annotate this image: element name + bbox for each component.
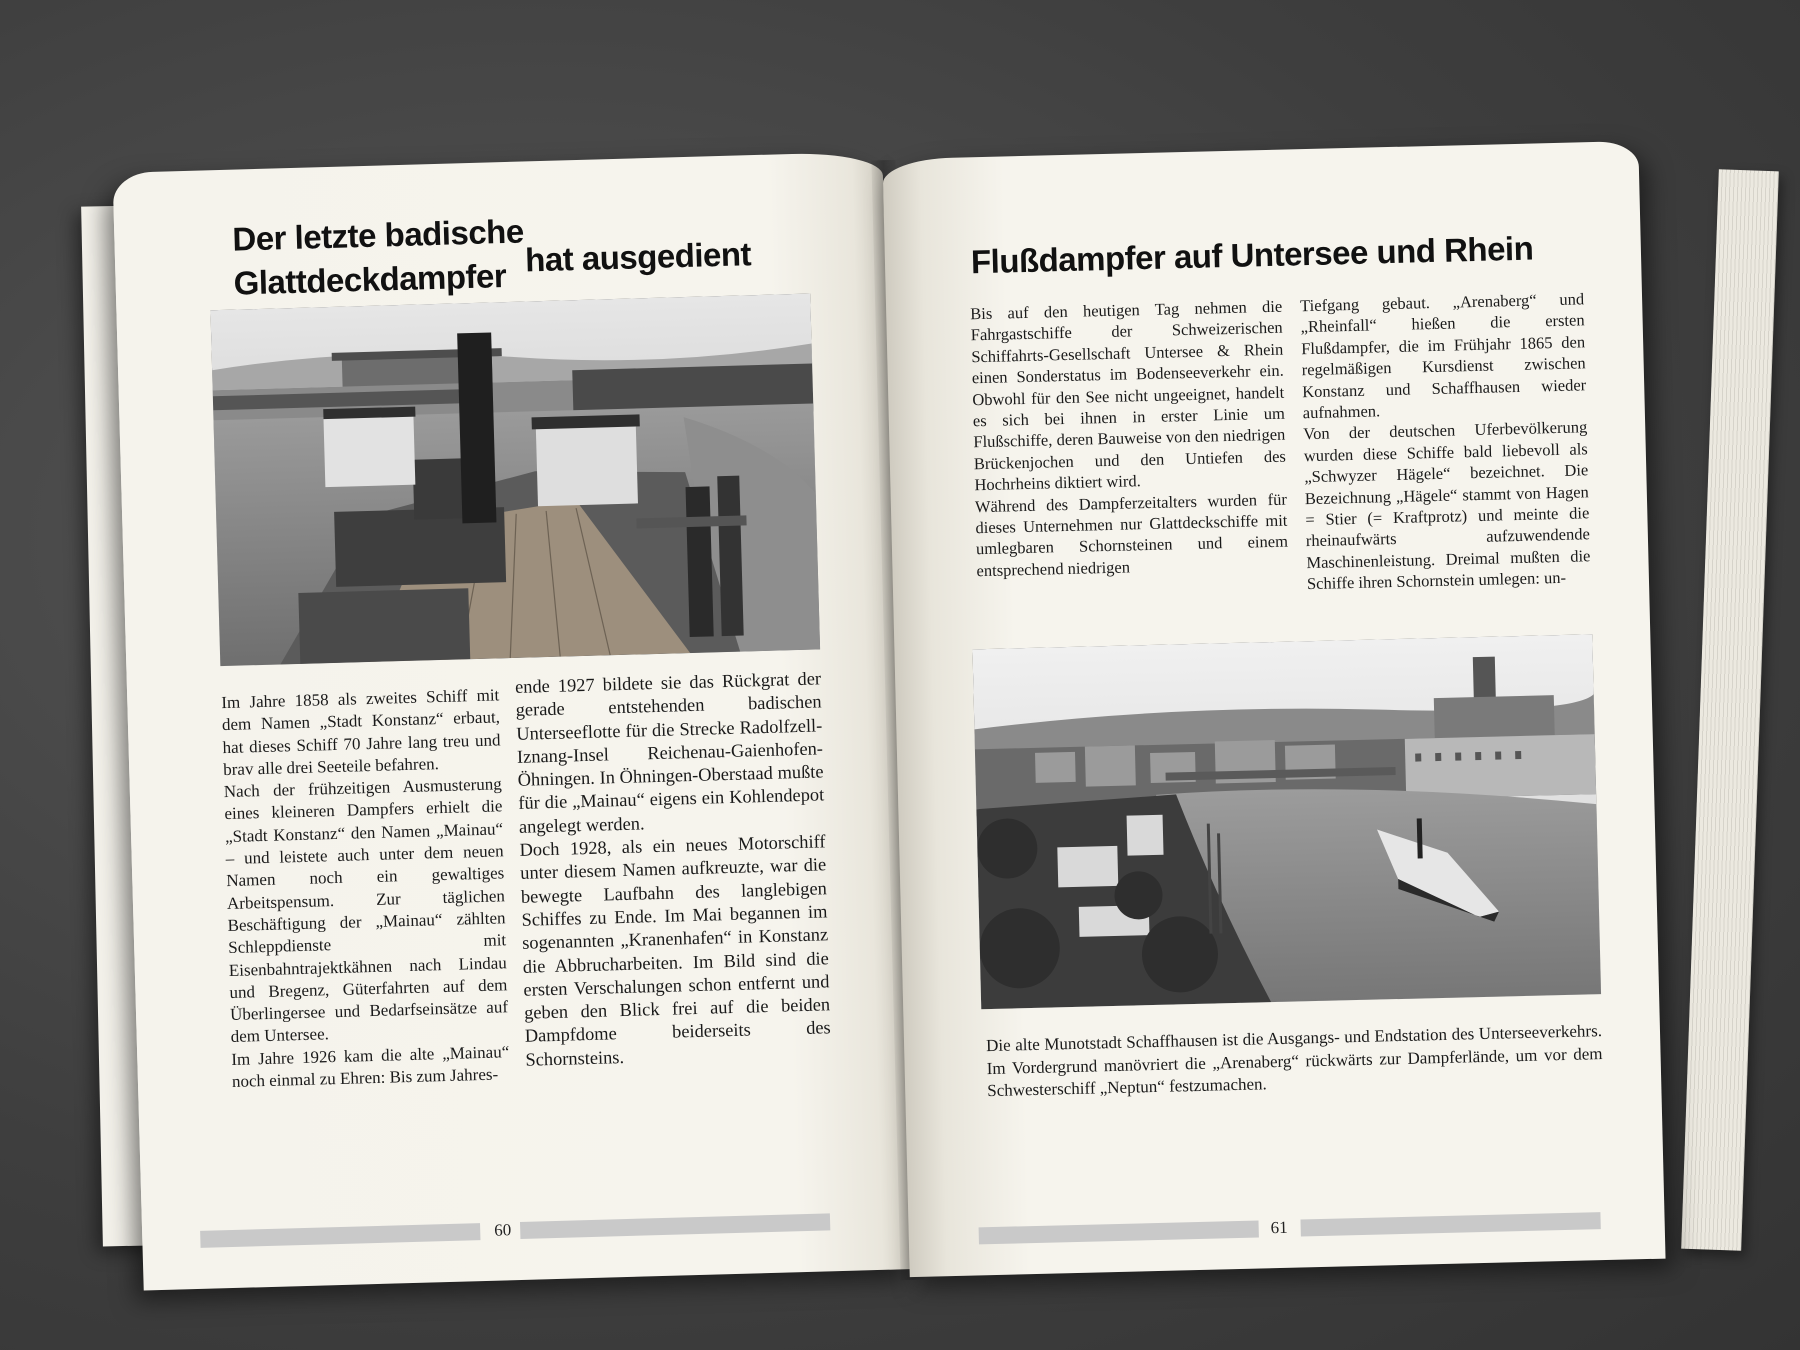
paragraph: Doch 1928, als ein neues Motorschiff unter diesem Namen aufkreuzte, war die bewegte Laufbahn des langlebigen Schiffes zu Ende. Im Mai begannen im sogenannten „Kranenhafen“ in Konstanz die Abbrucharbeiten. Im Bild sind die ersten Verschalungen schon entfernt und geben den Blick frei auf die beiden Dampfdome beiderseits des Schornsteins. (519, 831, 831, 1070)
paragraph: Nach der frühzeitigen Ausmusterung eines kleineren Dampfers erhielt die „Stadt Konstanz“ den Namen „Mainau“ – und leistete auch unter dem neuen Namen noch ein gewaltiges Arbeitspensum. Zur täglichen Beschäftigung der „Mainau“ zählten Schleppdienste mit Eisenbahntrajektkähnen nach Lindau und Bregenz, Güterfahrten auf dem Überlingersee und Bedarfseinsätze auf dem Untersee. (223, 774, 509, 1047)
right-headline: Flußdampfer auf Untersee und Rhein (970, 229, 1534, 281)
page-bar-left (979, 1221, 1259, 1245)
page-bar-right (1300, 1212, 1600, 1236)
page-edges (1681, 169, 1779, 1250)
paragraph: Im Jahre 1858 als zweites Schiff mit dem Namen „Stadt Konstanz“ erbaut, hat dieses Schiff 70 Jahre lang treu und brav alle drei Seeteile befahren. (221, 685, 501, 779)
page-bar-left (200, 1223, 480, 1248)
paragraph: Während des Dampferzeitalters wurden für dieses Unternehmen nur Glattdeckschiffe mit umlegbaren Schornsteinen und einem entsprechend niedrigen (974, 489, 1289, 581)
steamer-deck-illustration (210, 294, 820, 667)
schaffhausen-photo (972, 634, 1601, 1009)
right-column-2 (1300, 288, 1591, 595)
left-column-1 (221, 684, 510, 1093)
paragraph: Im Jahre 1926 kam die alte „Mainau“ noch einmal zu Ehren: Bis zum Jahres- (231, 1041, 510, 1092)
paragraph: Tiefgang gebaut. „Arenaberg“ und „Rheinfall“ hießen die ersten Flußdampfer, die im Frühjahr 1865 den regelmäßigen Kursdienst zwischen Konstanz und Schaffhausen wieder aufnahmen. (1299, 289, 1587, 423)
right-page (882, 141, 1665, 1277)
page-number-right: 61 (1270, 1217, 1288, 1238)
schaffhausen-illustration (972, 634, 1601, 1009)
left-headline (232, 210, 526, 306)
left-page (113, 151, 914, 1290)
right-column-1 (970, 296, 1289, 582)
left-column-2 (515, 667, 832, 1071)
steamer-deck-photo (210, 294, 820, 667)
page-bar-right (520, 1213, 830, 1239)
paragraph: ende 1927 bildete sie das Rückgrat der gerade entstehenden badischen Unterseeflotte für die Strecke Radolfzell-Iznang-Insel Reichenau-Gaienhofen-Öhningen. In Öhningen-Oberstaad mußte für die „Mainau“ eigens ein Kohlendepot angelegt werden. (514, 668, 825, 837)
photo-caption: Die alte Munotstadt Schaffhausen ist die Ausgangs- und Endstation des Unterseeverkehrs. Im Vordergrund manövriert die „Arenaberg“ rückwärts zur Dampferlände, um vor dem Schwesterschiff „Neptun“ festzumachen. (985, 1021, 1603, 1101)
paragraph: Von der deutschen Uferbevölkerung wurden diese Schiffe bald liebevoll als „Schwyzer Hägele“ bezeichnet. Die Bezeichnung „Hägele“ stammt von Hagen = Stier (= Kraftprotz) und meinte die rheinaufwärts aufzuwendende Maschinenleistung. Dreimal mußten die Schiffe ihren Schornstein umlegen: un- (1303, 417, 1591, 594)
left-headline-line2: Glattdeckdampfer (233, 257, 507, 302)
left-headline-right: hat ausgedient (524, 235, 752, 279)
left-headline-line1: Der letzte badische (231, 212, 525, 258)
page-number-left: 60 (493, 1220, 512, 1240)
paragraph: Bis auf den heutigen Tag nehmen die Fahrgastschiffe der Schweizerischen Schiffahrts-Gesellschaft Untersee & Rhein einen Sonderstatus im Bodenseeverkehr ein. Obwohl für den See nicht ungeeignet, handelt es sich bei ihnen in erster Linie um Flußschiffe, deren Bauweise von den niedrigen Brückenjochen und den Untiefen des Hochrheins diktiert wird. (970, 296, 1287, 495)
